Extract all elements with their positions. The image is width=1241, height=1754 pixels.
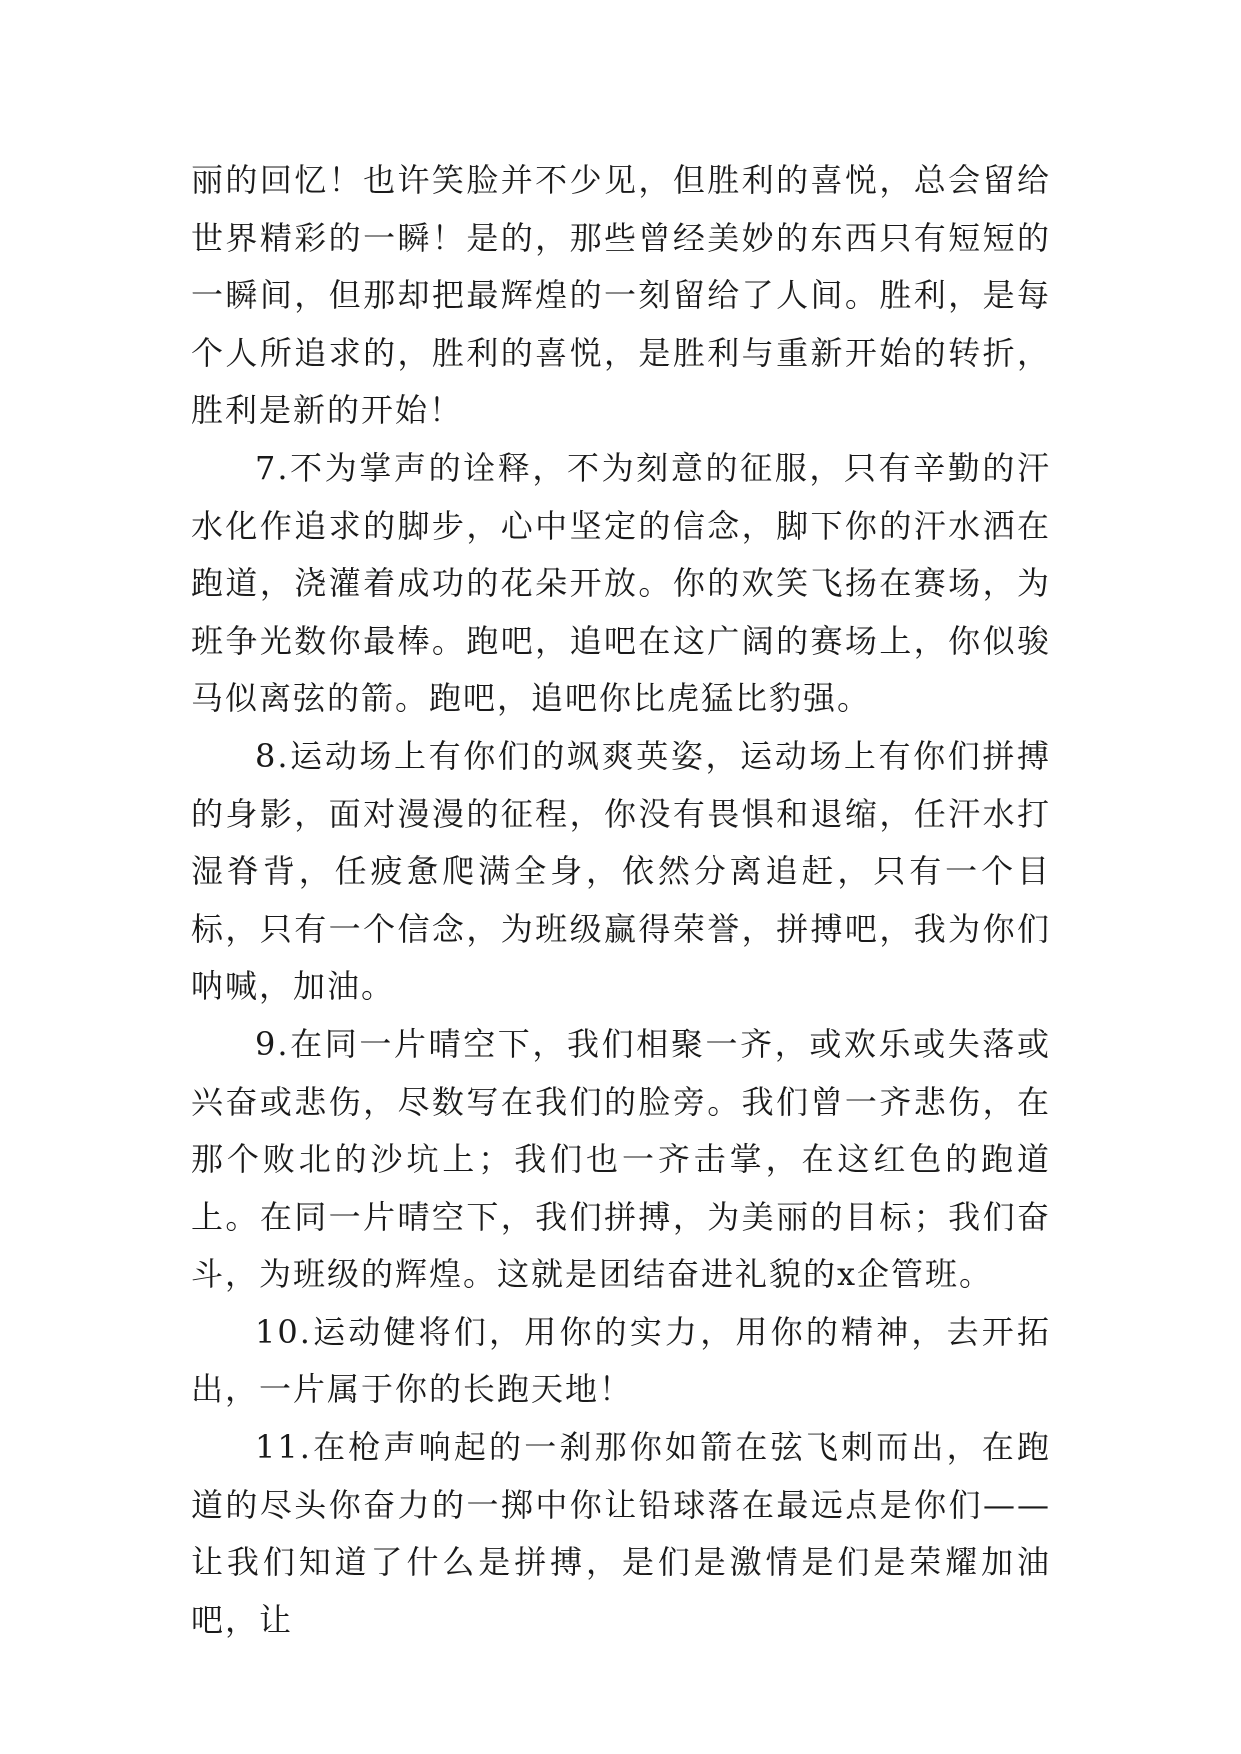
body-text bbox=[191, 152, 1051, 1649]
paragraph-10: 10.运动健将们，用你的实力，用你的精神，去开拓出，一片属于你的长跑天地！ bbox=[191, 1312, 1051, 1409]
paragraph-11: 11.在枪声响起的一刹那你如箭在弦飞刺而出，在跑道的尽头你奋力的一掷中你让铅球落在最远点是你们——让我们知道了什么是拼搏，是们是激情是们是荣耀加油吧，让 bbox=[191, 1428, 1051, 1639]
paragraph-9: 9.在同一片晴空下，我们相聚一齐，或欢乐或失落或兴奋或悲伤，尽数写在我们的脸旁。我们曾一齐悲伤，在那个败北的沙坑上；我们也一齐击掌，在这红色的跑道上。在同一片晴空下，我们拼搏，为美丽的目标；我们奋斗，为班级的辉煌。这就是团结奋进礼貌的x企管班。 bbox=[191, 1024, 1051, 1294]
paragraph-8: 8.运动场上有你们的飒爽英姿，运动场上有你们拼搏的身影，面对漫漫的征程，你没有畏惧和退缩，任汗水打湿脊背，任疲惫爬满全身，依然分离追赶，只有一个目标，只有一个信念，为班级赢得荣誉，拼搏吧，我为你们呐喊，加油。 bbox=[191, 736, 1051, 1006]
paragraph-7: 7.不为掌声的诠释，不为刻意的征服，只有辛勤的汗水化作追求的脚步，心中坚定的信念，脚下你的汗水洒在跑道，浇灌着成功的花朵开放。你的欢笑飞扬在赛场，为班争光数你最棒。跑吧，追吧在这广阔的赛场上，你似骏马似离弦的箭。跑吧，追吧你比虎猛比豹强。 bbox=[191, 448, 1051, 718]
paragraph-continuation: 丽的回忆！也许笑脸并不少见，但胜利的喜悦，总会留给世界精彩的一瞬！是的，那些曾经美妙的东西只有短短的一瞬间，但那却把最辉煌的一刻留给了人间。胜利，是每个人所追求的，胜利的喜悦，是胜利与重新开始的转折，胜利是新的开始！ bbox=[191, 161, 1051, 430]
